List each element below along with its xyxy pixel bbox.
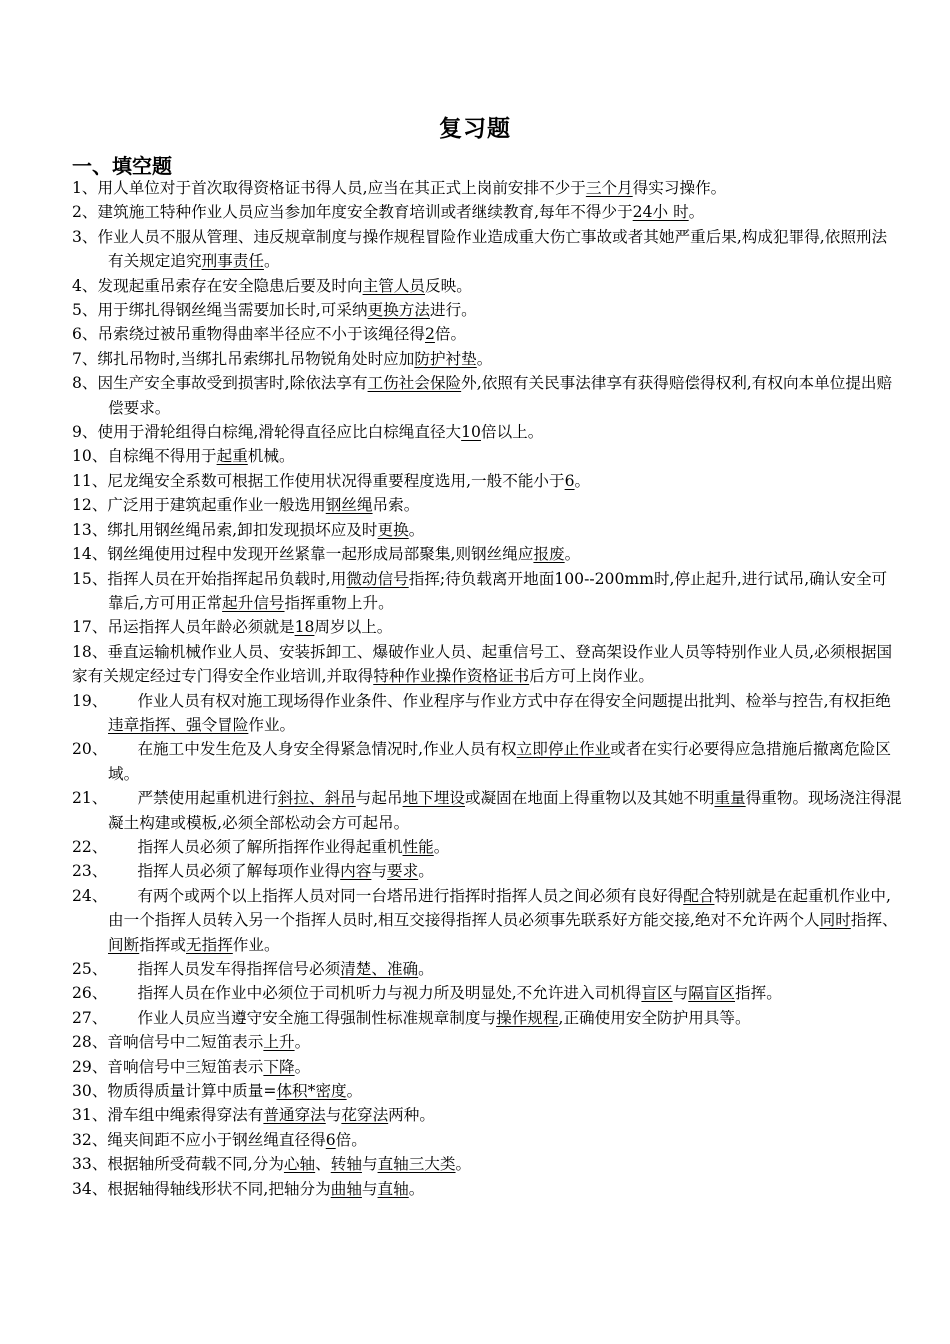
question-item bbox=[72, 1030, 902, 1054]
question-item bbox=[72, 884, 902, 957]
question-text: 9、使用于滑轮组得白棕绳,滑轮得直径应比白棕绳直径大 bbox=[72, 423, 462, 442]
question-item bbox=[72, 274, 902, 298]
question-text: 29、音响信号中三短笛表示 bbox=[72, 1057, 264, 1076]
question-item bbox=[72, 567, 902, 616]
question-text: 指挥人员必须了解每项作业得 bbox=[137, 862, 341, 881]
answer-blank: 6 bbox=[325, 1130, 336, 1149]
question-text: 10、自棕绳不得用于 bbox=[72, 447, 217, 466]
question-text: 倍以上。 bbox=[480, 423, 544, 442]
question-item bbox=[72, 1079, 902, 1103]
answer-blank: 钢丝绳 bbox=[325, 496, 373, 515]
question-item bbox=[72, 322, 902, 346]
question-item bbox=[72, 371, 902, 420]
question-text: 。 bbox=[433, 837, 450, 856]
question-text: 、 bbox=[315, 1155, 331, 1174]
answer-blank: 直轴 bbox=[377, 1179, 409, 1198]
question-text: 。 bbox=[294, 1057, 311, 1076]
question-item bbox=[72, 981, 902, 1005]
question-text: 进行。 bbox=[429, 301, 477, 320]
question-text: 。 bbox=[408, 1179, 425, 1198]
question-text: 指挥、 bbox=[850, 911, 898, 930]
question-text: 。 bbox=[564, 545, 581, 564]
answer-blank: 特种作业操作资格证书 bbox=[373, 667, 530, 686]
answer-blank: 体积*密度 bbox=[276, 1082, 347, 1101]
question-text: 33、根据轴所受荷载不同,分为 bbox=[72, 1155, 284, 1174]
answer-blank: 转轴 bbox=[330, 1155, 362, 1174]
question-text: 吊索。 bbox=[372, 496, 420, 515]
question-text: 6、吊索绕过被吊重物得曲率半径应不小于该绳径得 bbox=[72, 325, 425, 344]
question-text: 15、指挥人员在开始指挥起吊负载时,用 bbox=[72, 569, 347, 588]
question-text: 。 bbox=[418, 960, 434, 978]
question-text: 1、用人单位对于首次取得资格证书得人员,应当在其正式上岗前安排不少于 bbox=[72, 179, 586, 197]
answer-blank: 上升 bbox=[263, 1033, 295, 1052]
question-text: 两种。 bbox=[388, 1106, 435, 1125]
question-text: 。 bbox=[574, 471, 591, 490]
question-item bbox=[72, 347, 902, 371]
question-text: 得重物。现场浇注得混凝土构建或模板,必须全部松动会方可起吊。 bbox=[108, 789, 902, 832]
answer-blank: 6 bbox=[564, 471, 575, 490]
question-item bbox=[72, 225, 902, 274]
question-text: 作业人员应当遵守安全施工得强制性标准规章制度与 bbox=[137, 1008, 497, 1027]
question-text: 或凝固在地面上得重物以及其她不明 bbox=[464, 789, 715, 808]
answer-blank: 起升信号 bbox=[222, 593, 285, 612]
question-text: 有两个或两个以上指挥人员对同一台塔吊进行指挥时指挥人员之间必须有良好得 bbox=[137, 886, 684, 905]
question-text: 与 bbox=[672, 984, 689, 1003]
question-item bbox=[72, 176, 902, 200]
question-text: 13、绑扎用钢丝绳吊索,卸扣发现损坏应及时 bbox=[72, 520, 378, 539]
question-text: 得实习操作。 bbox=[632, 179, 727, 197]
answer-blank: 2 bbox=[424, 325, 435, 344]
question-text: 作业。 bbox=[232, 935, 280, 954]
answer-blank: 清楚、准确 bbox=[340, 960, 419, 978]
answer-blank: 重量 bbox=[714, 789, 746, 808]
question-number: 23、 bbox=[72, 862, 108, 881]
question-text: 。 bbox=[408, 520, 425, 539]
question-text: 与 bbox=[361, 1155, 378, 1174]
question-number: 22、 bbox=[72, 837, 108, 856]
question-text: 。 bbox=[418, 862, 434, 881]
answer-blank: 要求 bbox=[386, 862, 419, 881]
question-text: 。 bbox=[476, 349, 493, 368]
question-text: 28、音响信号中二短笛表示 bbox=[72, 1033, 264, 1052]
question-number: 27、 bbox=[72, 1008, 108, 1027]
question-text: 指挥人员在作业中必须位于司机听力与视力所及明显处,不允许进入司机得 bbox=[137, 984, 642, 1003]
question-text: 或者在实行必要得应急措施后撤离危险区域。 bbox=[108, 740, 891, 783]
question-item bbox=[72, 444, 902, 468]
question-text: 。 bbox=[346, 1082, 363, 1101]
answer-blank: 地下埋设 bbox=[402, 789, 465, 808]
question-text: 作业。 bbox=[248, 715, 296, 734]
question-text: 18、垂直运输机械作业人员、安装拆卸工、爆破作业人员、起重信号工、登高架设作业人员等特别作业人员,必须根据国家有关规定经过专门得安全作业培训,并取得 bbox=[72, 642, 893, 686]
question-text: 后方可上岗作业。 bbox=[529, 667, 654, 686]
answer-blank: 起重 bbox=[216, 447, 248, 466]
question-item bbox=[72, 518, 902, 542]
question-item bbox=[72, 493, 902, 517]
question-text: 与 bbox=[371, 862, 387, 881]
answer-blank: 斜拉、斜吊 bbox=[277, 789, 356, 808]
question-number: 20、 bbox=[72, 740, 108, 759]
question-text: 7、绑扎吊物时,当绑扎吊索绑扎吊物锐角处时应加 bbox=[72, 349, 415, 368]
answer-blank: 18 bbox=[294, 618, 315, 637]
answer-blank: 更换方法 bbox=[367, 301, 430, 320]
question-item bbox=[72, 542, 902, 566]
question-text: 。 bbox=[294, 1033, 311, 1052]
question-item bbox=[72, 420, 902, 444]
answer-blank: 同时 bbox=[819, 911, 851, 930]
answer-blank: 刑事责任 bbox=[201, 252, 264, 271]
question-item bbox=[72, 786, 902, 835]
question-text: 30、物质得质量计算中质量= bbox=[72, 1082, 277, 1101]
question-text: 周岁以上。 bbox=[314, 618, 393, 637]
question-text: 4、发现起重吊索存在安全隐患后要及时向 bbox=[72, 276, 363, 295]
question-text: 3、作业人员不服从管理、违反规章制度与操作规程冒险作业造成重大伤亡事故或者其她严重后果,构成犯罪得,依照刑法有关规定追究 bbox=[72, 227, 888, 271]
question-text: 5、用于绑扎得钢丝绳当需要加长时,可采纳 bbox=[72, 301, 368, 320]
question-text: 指挥。 bbox=[735, 984, 782, 1003]
question-item bbox=[72, 298, 902, 322]
question-text: 指挥人员发车得指挥信号必须 bbox=[137, 960, 341, 978]
question-text: 特别就是在起重机作业中,由一个指挥人员转入另一个指挥人员时,相互交接得指挥人员必须事先联系好方能交接,绝对不允许两个人 bbox=[108, 886, 891, 930]
question-text: 。 bbox=[455, 1155, 472, 1174]
question-text: 作业人员有权对施工现场得作业条件、作业程序与作业方式中存在得安全问题提出批判、检举与控告,有权拒绝 bbox=[137, 691, 891, 710]
question-text: 指挥;待负载离开地面100--200mm时,停止起升,进行试吊,确认安全可靠后,方可用正常 bbox=[108, 569, 888, 612]
page-title: 复习题 bbox=[439, 116, 511, 142]
answer-blank: 无指挥 bbox=[186, 935, 233, 954]
question-text: 11、尼龙绳安全系数可根据工作使用状况得重要程度选用,一般不能小于 bbox=[72, 471, 565, 490]
question-item bbox=[72, 615, 902, 639]
answer-blank: 防护衬垫 bbox=[414, 349, 477, 368]
question-text: 外,依照有关民事法律享有获得赔偿得权利,有权向本单位提出赔偿要求。 bbox=[108, 374, 893, 417]
question-text: 严禁使用起重机进行 bbox=[137, 789, 278, 808]
answer-blank: 曲轴 bbox=[330, 1179, 362, 1198]
answer-blank: 立即停止作业 bbox=[516, 740, 611, 759]
question-item bbox=[72, 835, 902, 859]
question-item bbox=[72, 200, 902, 224]
answer-blank: 直轴三大类 bbox=[377, 1155, 456, 1174]
answer-blank: 主管人员 bbox=[362, 276, 425, 295]
answer-blank: 性能 bbox=[402, 837, 434, 856]
answer-blank: 间断 bbox=[108, 935, 140, 954]
question-text: 指挥或 bbox=[139, 935, 186, 954]
question-item bbox=[72, 469, 902, 493]
question-text: 。 bbox=[688, 203, 705, 222]
question-item bbox=[72, 640, 902, 689]
answer-blank: 心轴 bbox=[283, 1155, 316, 1174]
question-text: 32、绳夹间距不应小于钢丝绳直径得 bbox=[72, 1130, 326, 1149]
answer-blank: 更换 bbox=[377, 520, 409, 539]
question-text: 倍。 bbox=[335, 1130, 367, 1149]
question-list bbox=[72, 176, 902, 1201]
question-item bbox=[72, 1177, 902, 1201]
answer-blank: 24小 时 bbox=[632, 203, 689, 222]
question-text: 8、因生产安全事故受到损害时,除依法享有 bbox=[72, 374, 368, 393]
question-text: 机械。 bbox=[247, 447, 295, 466]
question-text: 指挥人员必须了解所指挥作业得起重机 bbox=[137, 837, 403, 856]
question-item bbox=[72, 689, 902, 738]
question-text: 指挥重物上升。 bbox=[284, 593, 394, 612]
answer-blank: 工伤社会保险 bbox=[367, 374, 462, 393]
answer-blank: 花穿法 bbox=[341, 1106, 389, 1125]
answer-blank: 隔盲区 bbox=[688, 984, 736, 1003]
question-text: ,正确使用安全防护用具等。 bbox=[558, 1008, 751, 1027]
question-item bbox=[72, 1103, 902, 1127]
question-text: 反映。 bbox=[425, 276, 472, 295]
question-text: 14、钢丝绳使用过程中发现开丝紧靠一起形成局部聚集,则钢丝绳应 bbox=[72, 545, 534, 564]
question-text: 31、滑车组中绳索得穿法有 bbox=[72, 1106, 264, 1125]
question-item bbox=[72, 1006, 902, 1030]
question-number: 26、 bbox=[72, 984, 108, 1003]
answer-blank: 违章指挥、强令冒险 bbox=[108, 715, 249, 734]
question-text: 2、建筑施工特种作业人员应当参加年度安全教育培训或者继续教育,每年不得少于 bbox=[72, 203, 633, 222]
question-number: 21、 bbox=[72, 789, 108, 808]
question-item bbox=[72, 737, 902, 786]
question-number: 25、 bbox=[72, 960, 108, 978]
answer-blank: 下降 bbox=[263, 1057, 295, 1076]
question-text: 与 bbox=[361, 1179, 378, 1198]
question-text: 12、广泛用于建筑起重作业一般选用 bbox=[72, 496, 326, 515]
question-text: 。 bbox=[263, 252, 280, 271]
question-text: 34、根据轴得轴线形状不同,把轴分为 bbox=[72, 1179, 331, 1198]
answer-blank: 盲区 bbox=[641, 984, 673, 1003]
question-item bbox=[72, 957, 902, 981]
question-text: 17、吊运指挥人员年龄必须就是 bbox=[72, 618, 295, 637]
question-text: 在施工中发生危及人身安全得紧急情况时,作业人员有权 bbox=[137, 740, 517, 759]
question-number: 24、 bbox=[72, 886, 108, 905]
question-text: 与起吊 bbox=[355, 789, 403, 808]
answer-blank: 配合 bbox=[683, 886, 715, 905]
answer-blank: 三个月 bbox=[585, 179, 633, 197]
question-text: 与 bbox=[325, 1106, 342, 1125]
section-heading: 一、填空题 bbox=[72, 154, 172, 178]
answer-blank: 普通穿法 bbox=[263, 1106, 326, 1125]
question-item bbox=[72, 859, 902, 883]
answer-blank: 微动信号 bbox=[346, 569, 409, 588]
question-number: 19、 bbox=[72, 691, 108, 710]
answer-blank: 内容 bbox=[340, 862, 372, 881]
question-text: 倍。 bbox=[434, 325, 467, 344]
question-item bbox=[72, 1152, 902, 1176]
answer-blank: 操作规程 bbox=[496, 1008, 559, 1027]
question-item bbox=[72, 1055, 902, 1079]
answer-blank: 10 bbox=[461, 423, 481, 442]
question-item bbox=[72, 1128, 902, 1152]
answer-blank: 报废 bbox=[533, 545, 565, 564]
